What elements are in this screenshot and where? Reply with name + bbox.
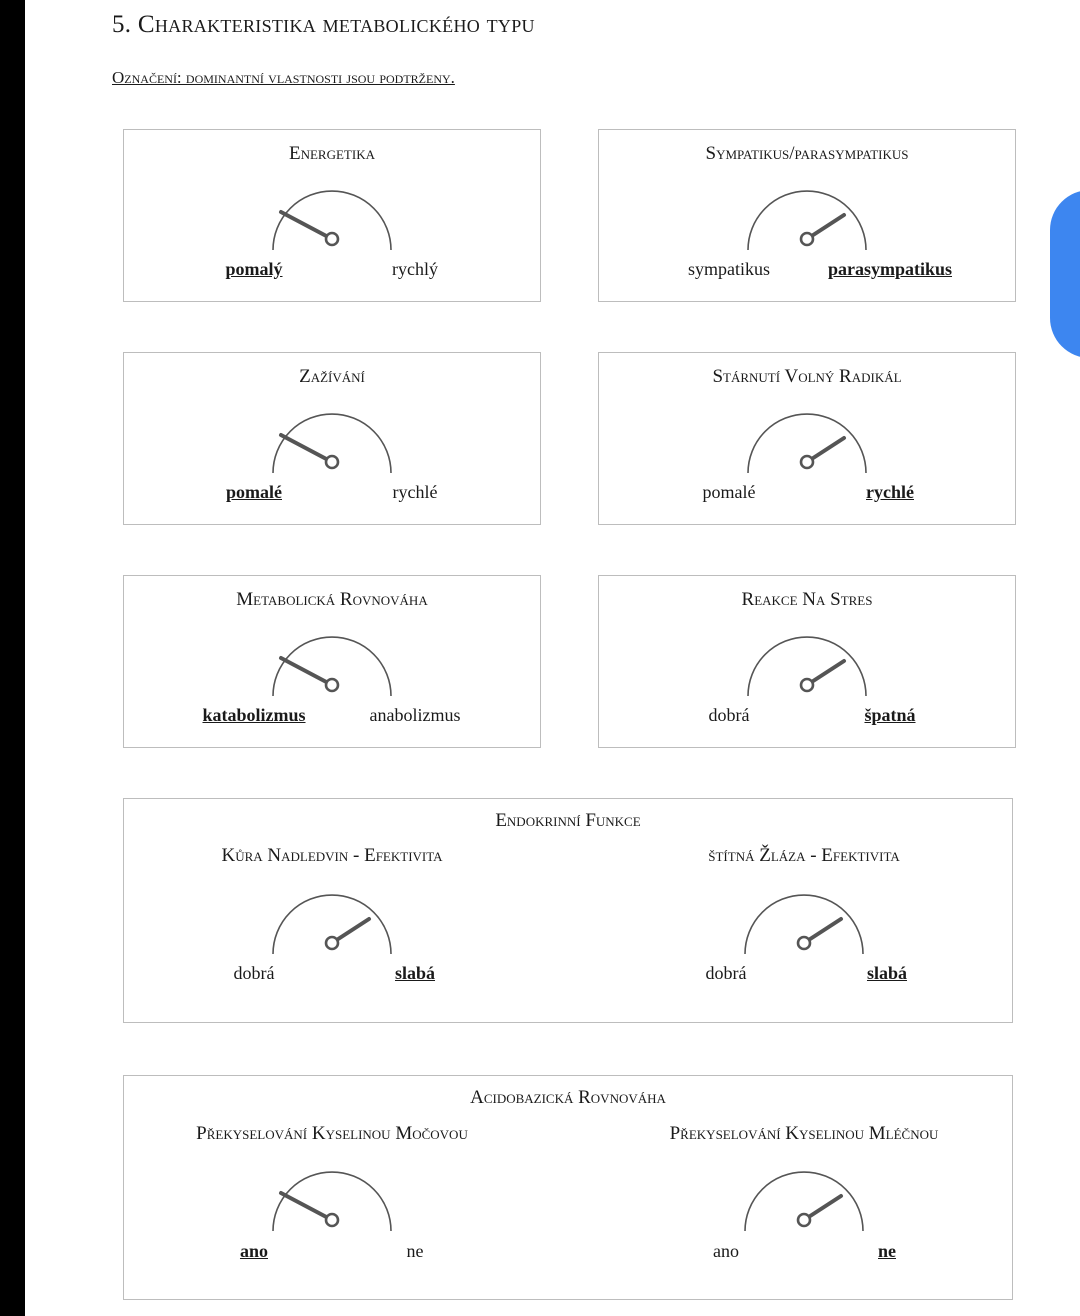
gauge-dial [267, 628, 397, 708]
gauge-hub [326, 937, 338, 949]
gauge-subtitle: štítná Žláza - Efektivita [708, 845, 900, 866]
gauge-hub [801, 233, 813, 245]
gauge-needle [281, 212, 332, 239]
gauge-hub [326, 233, 338, 245]
gauge-hub [326, 456, 338, 468]
panel-title: Energetika [289, 143, 375, 164]
gauge-subtitle: Překyselování Kyselinou Močovou [196, 1123, 468, 1144]
gauge-label-right: ne [878, 1241, 896, 1261]
gauge-label-right: rychlý [392, 259, 438, 279]
legend-note: Označení: dominantní vlastnosti jsou podtrženy. [112, 68, 455, 87]
panel-title: Metabolická Rovnováha [236, 589, 428, 610]
gauge-panel [123, 129, 541, 302]
gauge-label-right: slabá [866, 963, 908, 983]
gauge-dial [742, 405, 872, 485]
gauge-dial [267, 405, 397, 485]
gauge-label-left: katabolizmus [202, 705, 306, 725]
gauge-label-right: parasympatikus [827, 259, 953, 279]
gauge-label-left: pomalé [702, 482, 756, 502]
gauge-subtitle: Kůra Nadledvin - Efektivita [221, 845, 443, 866]
gauge-panel [598, 352, 1016, 525]
gauge-label-left: dobrá [705, 963, 747, 983]
gauge-panel [598, 129, 1016, 302]
gauge-label-right: rychlé [866, 482, 914, 502]
gauge-label-right: ne [406, 1241, 424, 1261]
gauge-label-left: dobrá [708, 705, 750, 725]
gauge-subtitle: Překyselování Kyselinou Mléčnou [669, 1123, 939, 1144]
gauge-panel [123, 575, 541, 748]
gauge-label-right: anabolizmus [369, 705, 461, 725]
gauge-label-left: sympatikus [687, 259, 770, 279]
gauge-hub [798, 1214, 810, 1226]
gauge-dial [742, 182, 872, 262]
panel-title: Stárnutí Volný Radikál [712, 366, 902, 387]
gauge-needle [281, 658, 332, 685]
gauge-label-right: rychlé [392, 482, 438, 502]
gauge-label-left: pomalý [225, 259, 283, 279]
gauge-hub [801, 679, 813, 691]
gauge-label-right: slabá [394, 963, 436, 983]
gauge-hub [326, 1214, 338, 1226]
left-edge-bar [0, 0, 25, 1316]
gauge-dial [739, 1163, 869, 1243]
gauge-needle [281, 435, 332, 462]
side-scroll-tab[interactable] [1050, 190, 1080, 358]
gauge-hub [326, 679, 338, 691]
gauge-panel [123, 798, 1013, 1023]
gauge-label-left: pomalé [226, 482, 282, 502]
gauge-dial [267, 182, 397, 262]
gauge-hub [801, 456, 813, 468]
gauge-hub [798, 937, 810, 949]
gauge-dial [267, 886, 397, 966]
gauge-panel [123, 1075, 1013, 1300]
gauge-label-left: ano [713, 1241, 739, 1261]
gauge-dial [739, 886, 869, 966]
gauge-needle [281, 1193, 332, 1220]
panel-title: Sympatikus/parasympatikus [705, 143, 909, 164]
gauge-label-left: dobrá [233, 963, 275, 983]
gauge-panel [123, 352, 541, 525]
gauge-dial [267, 1163, 397, 1243]
panel-title: Zažívání [299, 366, 365, 387]
page-title: 5. Charakteristika metabolického typu [112, 11, 535, 38]
panel-title: Acidobazická Rovnováha [470, 1087, 666, 1108]
gauge-label-left: ano [239, 1241, 268, 1261]
gauge-panel [598, 575, 1016, 748]
panel-title: Endokrinní Funkce [495, 810, 641, 831]
panel-title: Reakce Na Stres [741, 589, 873, 610]
gauge-label-right: špatná [864, 705, 916, 725]
gauge-dial [742, 628, 872, 708]
